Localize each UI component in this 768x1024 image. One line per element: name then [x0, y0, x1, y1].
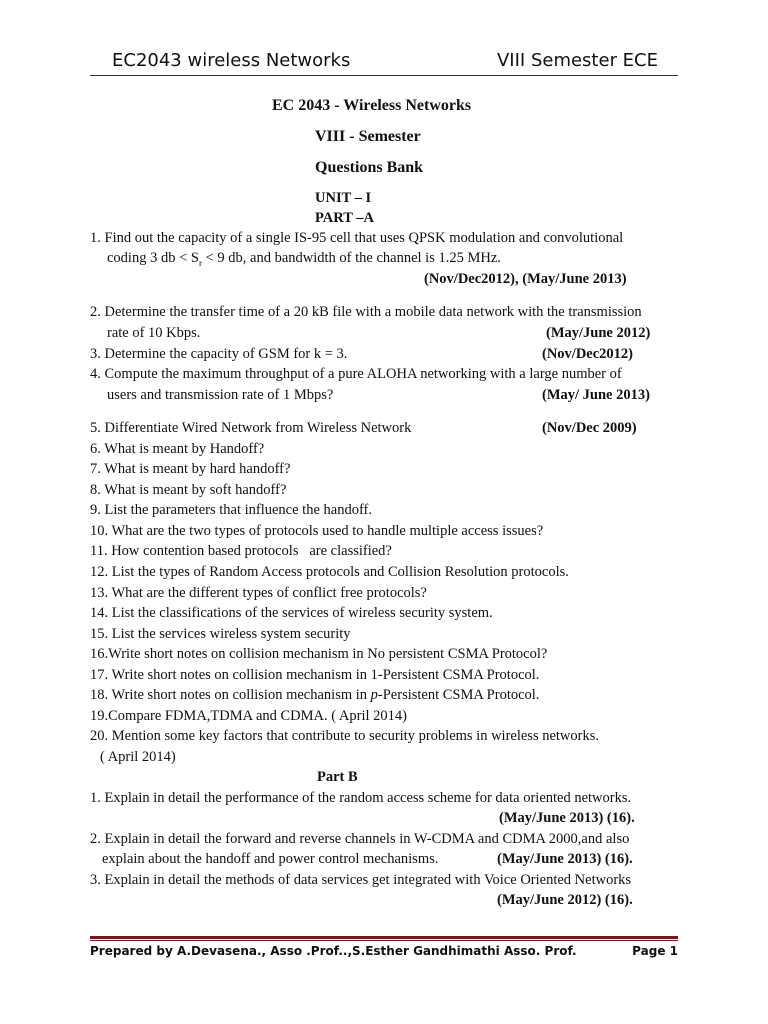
- question-a15: 15. List the services wireless system security: [90, 626, 351, 642]
- footer-rule-thin: [90, 940, 678, 941]
- footer-rule-thick: [90, 936, 678, 939]
- question-b1-ref: (May/June 2013) (16).: [499, 810, 635, 826]
- question-a4-line2: users and transmission rate of 1 Mbps?: [107, 387, 334, 403]
- question-a2-line2: rate of 10 Kbps.: [107, 325, 201, 341]
- question-a8: 8. What is meant by soft handoff?: [90, 482, 287, 498]
- question-a3: 3. Determine the capacity of GSM for k = 3.: [90, 346, 348, 362]
- question-a11: 11. How contention based protocols are classified?: [90, 543, 392, 559]
- question-a18: 18. Write short notes on collision mechanism in p-Persistent CSMA Protocol.: [90, 687, 540, 703]
- question-b2-line2: explain about the handoff and power control mechanisms.: [102, 851, 439, 867]
- question-a1-line2: coding 3 db < $S_r < 9$ db, and bandwidth of the channel is 1.25 MHz.: [107, 250, 501, 268]
- question-a4-line1: 4. Compute the maximum throughput of a pure ALOHA networking with a large number of: [90, 366, 622, 382]
- question-a20-line2: ( April 2014): [100, 749, 176, 765]
- question-b1: 1. Explain in detail the performance of the random access scheme for data oriented networks.: [90, 790, 632, 806]
- question-b3: 3. Explain in detail the methods of data services get integrated with Voice Oriented Networks: [90, 872, 632, 888]
- header-semester: VIII Semester ECE: [496, 50, 658, 71]
- header-rule: [90, 75, 678, 76]
- question-a1-line1: 1. Find out the capacity of a single IS-95 cell that uses QPSK modulation and convolutional: [90, 230, 624, 246]
- question-a6: 6. What is meant by Handoff?: [90, 441, 265, 457]
- question-a13: 13. What are the different types of conflict free protocols?: [90, 585, 427, 601]
- question-b2-ref: (May/June 2013) (16).: [497, 851, 633, 867]
- question-a14: 14. List the classifications of the services of wireless security system.: [90, 605, 493, 621]
- question-b3-ref: (May/June 2012) (16).: [497, 892, 633, 908]
- question-a2-ref: (May/June 2012): [546, 325, 651, 341]
- question-a4-ref: (May/ June 2013): [542, 387, 650, 403]
- footer-prepared-by: Prepared by A.Devasena., Asso .Prof..,S.Esther Gandhimathi Asso. Prof.: [90, 944, 577, 958]
- question-b2-line1: 2. Explain in detail the forward and reverse channels in W-CDMA and CDMA 2000,and also: [90, 831, 630, 847]
- question-a7: 7. What is meant by hard handoff?: [90, 461, 291, 477]
- question-a19: 19.Compare FDMA,TDMA and CDMA. ( April 2014): [90, 708, 407, 724]
- header-course: EC2043 wireless Networks: [112, 50, 351, 71]
- question-a12: 12. List the types of Random Access protocols and Collision Resolution protocols.: [90, 564, 569, 580]
- question-a16: 16.Write short notes on collision mechanism in No persistent CSMA Protocol?: [90, 646, 548, 662]
- page-header: [90, 46, 678, 74]
- footer-page-number: Page 1: [632, 944, 678, 958]
- question-a1-ref: (Nov/Dec2012), (May/June 2013): [424, 271, 627, 287]
- question-a3-ref: (Nov/Dec2012): [542, 346, 634, 362]
- question-a2-line1: 2. Determine the transfer time of a 20 kB file with a mobile data network with the transmission: [90, 304, 642, 320]
- question-a17: 17. Write short notes on collision mechanism in 1-Persistent CSMA Protocol.: [90, 667, 540, 683]
- question-a5-ref: (Nov/Dec 2009): [542, 420, 637, 436]
- question-a20-line1: 20. Mention some key factors that contribute to security problems in wireless networks.: [90, 728, 600, 744]
- question-a5: 5. Differentiate Wired Network from Wireless Network: [90, 420, 412, 436]
- question-a10: 10. What are the two types of protocols used to handle multiple access issues?: [90, 523, 544, 539]
- question-a9: 9. List the parameters that influence the handoff.: [90, 502, 372, 518]
